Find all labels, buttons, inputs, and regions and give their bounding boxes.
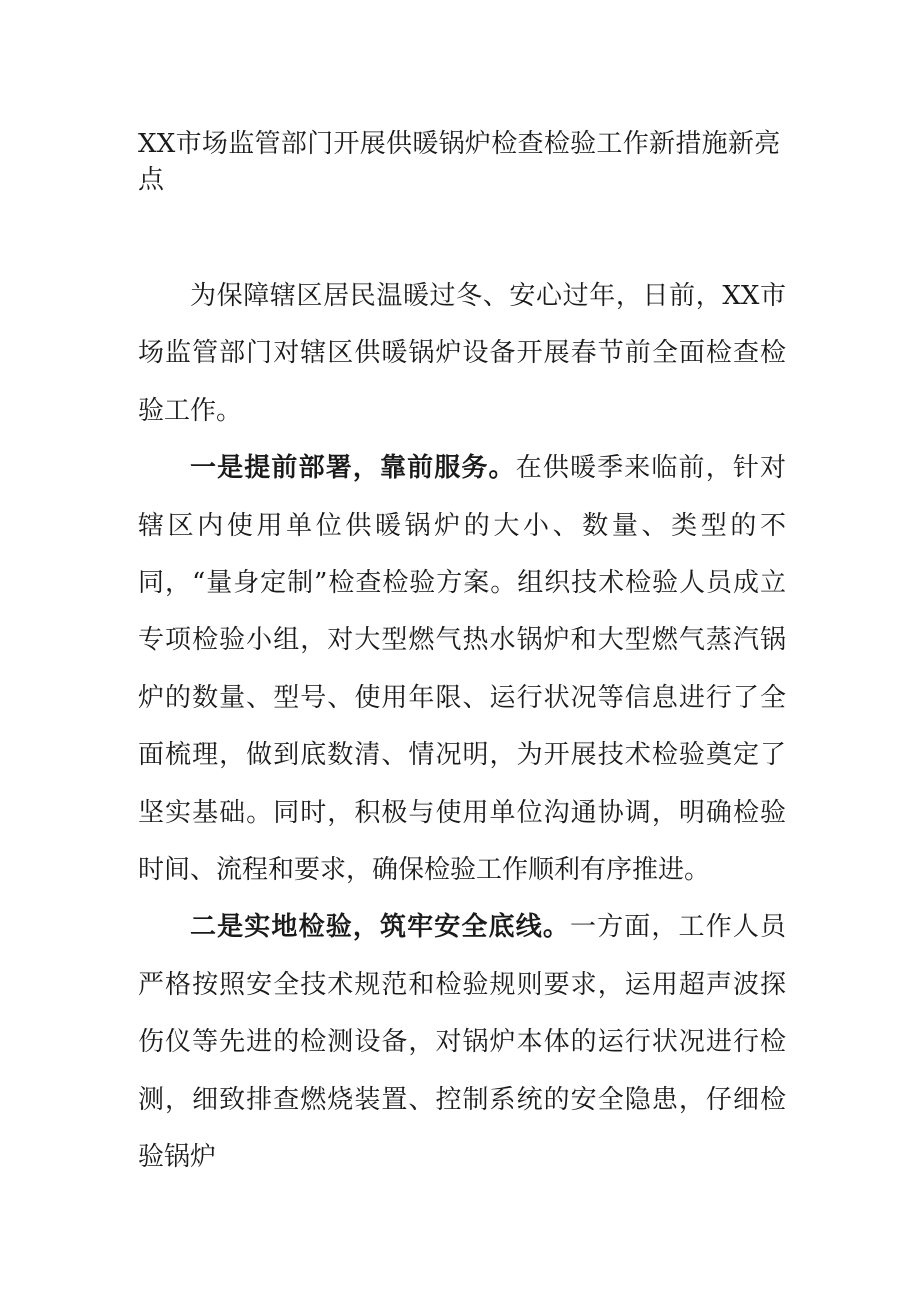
document-title: XX市场监管部门开展供暖锅炉检查检验工作新措施新亮点 (138, 129, 781, 195)
paragraph-intro (138, 268, 786, 440)
paragraph-first-measure (138, 440, 786, 899)
paragraph-intro-text: 为保障辖区居民温暖过冬、安心过年，日前，XX市场监管部门对辖区供暖锅炉设备开展春节前全面检查检验工作。 (138, 281, 786, 426)
paragraph-first-measure-lead: 一是提前部署，靠前服务。 (190, 453, 516, 484)
paragraph-second-measure-lead: 二是实地检验，筑牢安全底线。 (190, 912, 570, 943)
document-body (138, 268, 786, 1187)
paragraph-first-measure-text: 在供暖季来临前，针对辖区内使用单位供暖锅炉的大小、数量、类型的不同，“量身定制”检查检验方案。组织技术检验人员成立专项检验小组，对大型燃气热水锅炉和大型燃气蒸汽锅炉的数量、型号、使用年限、运行状况等信息进行了全面梳理，做到底数清、情况明，为开展技术检验奠定了坚实基础。同时，积极与使用单位沟通协调，明确检验时间、流程和要求，确保检验工作顺利有序推进。 (138, 453, 786, 886)
paragraph-second-measure (138, 899, 786, 1186)
paragraph-second-measure-text: 一方面，工作人员严格按照安全技术规范和检验规则要求，运用超声波探伤仪等先进的检测设备，对锅炉本体的运行状况进行检测，细致排查燃烧装置、控制系统的安全隐患，仔细检验锅炉 (138, 912, 786, 1173)
